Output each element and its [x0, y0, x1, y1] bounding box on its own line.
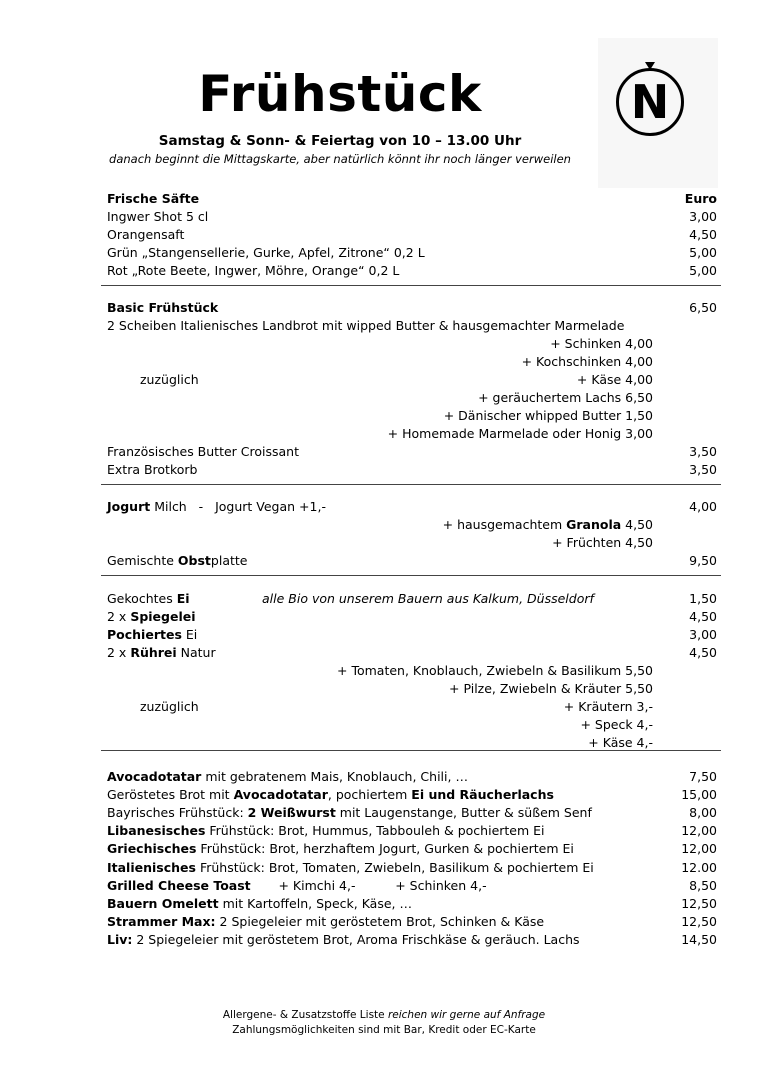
- menu-item: [107, 859, 717, 877]
- menu-item: [107, 226, 717, 244]
- item-price: 12,00: [681, 823, 717, 839]
- extra-row: [107, 716, 717, 734]
- item-name-bold: Jogurt: [107, 499, 151, 514]
- opening-note: danach beginnt die Mittagskarte, aber natürlich könnt ihr noch länger verweilen: [109, 152, 571, 166]
- eier-note: alle Bio von unserem Bauern aus Kalkum, Düsseldorf: [262, 591, 594, 606]
- item-name-bold: 2 Weißwurst: [247, 805, 336, 821]
- item-name: [107, 931, 580, 949]
- item-name: [107, 840, 574, 858]
- menu-item: [107, 461, 717, 479]
- extra-option: + Pilze, Zwiebeln & Kräuter 5,50: [449, 681, 653, 696]
- extra-row: [107, 680, 717, 698]
- item-name: [107, 552, 247, 570]
- extra-row: [107, 407, 717, 425]
- item-name-bold: Obst: [177, 553, 211, 568]
- menu-item: [107, 931, 717, 949]
- item-name: Ingwer Shot 5 cl: [107, 209, 209, 224]
- footer-allergene: [0, 1008, 768, 1023]
- item-name-bold: Avocadotatar: [233, 787, 328, 803]
- item-price: 5,00: [689, 263, 717, 278]
- item-price: 1,50: [689, 591, 717, 606]
- item-name-text: 2 Spiegeleier mit geröstetem Brot, Schinken & Käse: [215, 913, 545, 929]
- item-name: [107, 626, 197, 644]
- divider: [101, 750, 721, 751]
- extra-row: [107, 389, 717, 407]
- item-name-text: Bayrisches Frühstück:: [107, 805, 248, 821]
- footer-italic-text: reichen wir gerne auf Anfrage: [387, 1009, 546, 1021]
- item-name-bold: Pochiertes: [107, 627, 182, 642]
- item-price: 4,50: [689, 227, 717, 242]
- menu-item-description: [107, 317, 717, 335]
- item-name: [107, 644, 216, 662]
- item-name-text: mit Kartoffeln, Speck, Käse, …: [218, 895, 412, 911]
- item-price: 8,00: [689, 805, 717, 821]
- section-heading: Basic Frühstück: [107, 300, 219, 315]
- item-price: 3,00: [689, 209, 717, 224]
- extra-option: + Speck 4,-: [580, 717, 653, 732]
- footer-text: Allergene- & Zusatzstoffe Liste: [222, 1009, 388, 1021]
- saefte-header-row: [107, 190, 717, 208]
- extra-row: [107, 353, 717, 371]
- menu-item: [107, 590, 717, 608]
- extra-row: [107, 425, 717, 443]
- item-name-text: Frühstück: Brot, Tomaten, Zwiebeln, Basilikum & pochiertem Ei: [195, 859, 594, 875]
- extra-row: [107, 534, 717, 552]
- item-name: [107, 768, 468, 786]
- item-name-bold: Italienisches: [107, 859, 196, 875]
- item-price: 3,00: [689, 627, 717, 642]
- section-heading: Frische Säfte: [107, 191, 200, 206]
- item-price: 6,50: [689, 300, 717, 315]
- menu-item: [107, 443, 717, 461]
- item-name-post: Ei: [181, 627, 198, 642]
- menu-item: [107, 244, 717, 262]
- menu-item: [107, 498, 717, 516]
- item-name-bold: Grilled Cheese Toast: [107, 877, 251, 893]
- item-name-text: Frühstück: Brot, Hummus, Tabbouleh & pochiertem Ei: [205, 823, 545, 839]
- item-name: [107, 822, 545, 840]
- item-price: 5,00: [689, 245, 717, 260]
- item-name: [107, 608, 196, 626]
- menu-item: [107, 804, 717, 822]
- item-price: 14,50: [681, 931, 717, 947]
- item-name: [107, 804, 592, 822]
- item-name-bold: Ei: [176, 591, 190, 606]
- item-price: 4,50: [689, 609, 717, 624]
- menu-item: [107, 786, 717, 804]
- extra-post: 4,50: [621, 517, 653, 532]
- divider: [101, 484, 721, 485]
- extra-row: [107, 335, 717, 353]
- extra-option: + Käse 4,-: [588, 735, 653, 750]
- menu-item: [107, 552, 717, 570]
- basic-header-row: [107, 299, 717, 317]
- extra-row: [107, 662, 717, 680]
- item-name-post: platte: [210, 553, 248, 568]
- extra-row: [107, 371, 717, 389]
- menu-item: [107, 913, 717, 931]
- item-price: 8,50: [689, 877, 717, 893]
- extra-option: + Käse 4,00: [576, 372, 653, 387]
- item-name-bold: Griechisches: [107, 841, 197, 857]
- currency-label: Euro: [684, 191, 717, 206]
- item-name-bold: Spiegelei: [130, 609, 196, 624]
- extra-row: [107, 516, 717, 534]
- item-name-text: 2 Spiegeleier mit geröstetem Brot, Aroma Frischkäse & geräuch. Lachs: [132, 931, 580, 947]
- item-name: [107, 498, 326, 516]
- item-name: Grün „Stangensellerie, Gurke, Apfel, Zitrone“ 0,2 L: [107, 245, 425, 260]
- extra-option: + geräuchertem Lachs 6,50: [478, 390, 653, 405]
- menu-item: [107, 208, 717, 226]
- divider: [101, 285, 721, 286]
- item-name-pre: 2 x: [107, 645, 131, 660]
- zuzueglich-label: zuzüglich: [140, 372, 199, 387]
- item-price: 15,00: [681, 787, 717, 803]
- logo-letter: N: [630, 75, 670, 129]
- item-price: 12.00: [681, 859, 717, 875]
- page-title: Frühstück: [198, 65, 482, 123]
- extra-option: + Dänischer whipped Butter 1,50: [443, 408, 653, 423]
- extra-option: + Kräutern 3,-: [563, 699, 653, 714]
- menu-item: [107, 608, 717, 626]
- extra-option: + Homemade Marmelade oder Honig 3,00: [387, 426, 653, 441]
- extra-option: + Kochschinken 4,00: [521, 354, 653, 369]
- item-name: Rot „Rote Beete, Ingwer, Möhre, Orange“ 0,2 L: [107, 263, 400, 278]
- item-price: 4,00: [689, 499, 717, 514]
- item-name: Extra Brotkorb: [107, 462, 198, 477]
- menu-item: [107, 877, 717, 895]
- footer-payment: Zahlungsmöglichkeiten sind mit Bar, Kredit oder EC-Karte: [232, 1024, 536, 1036]
- item-name-text: Geröstetes Brot mit: [107, 787, 234, 803]
- item-name-bold: Libanesisches: [107, 823, 206, 839]
- item-name-text: mit gebratenem Mais, Knoblauch, Chili, …: [201, 769, 468, 784]
- menu-item: [107, 822, 717, 840]
- item-name-text: mit Laugenstange, Butter & süßem Senf: [335, 805, 592, 821]
- menu-item: [107, 895, 717, 913]
- extra-bold: Granola: [566, 517, 622, 532]
- item-description: 2 Scheiben Italienisches Landbrot mit wipped Butter & hausgemachter Marmelade: [107, 318, 625, 333]
- item-name-rest: Milch - Jogurt Vegan +1,-: [150, 499, 326, 514]
- item-name-text: Frühstück: Brot, herzhaftem Jogurt, Gurken & pochiertem Ei: [196, 841, 574, 857]
- item-name: [107, 786, 554, 804]
- item-name-text: + Kimchi 4,- + Schinken 4,-: [250, 877, 487, 893]
- item-name: [107, 859, 594, 877]
- item-name-bold: Strammer Max:: [107, 913, 216, 929]
- item-price: 12,50: [681, 895, 717, 911]
- menu-item: [107, 768, 717, 786]
- item-name: Französisches Butter Croissant: [107, 444, 300, 459]
- item-name-pre: Gemischte: [107, 553, 178, 568]
- item-price: 7,50: [689, 769, 717, 784]
- extra-option: [443, 516, 653, 534]
- divider: [101, 575, 721, 576]
- item-price: 12,50: [681, 913, 717, 929]
- item-name: Orangensaft: [107, 227, 185, 242]
- extra-option: + Früchten 4,50: [552, 535, 653, 550]
- item-price: 3,50: [689, 462, 717, 477]
- menu-item: [107, 644, 717, 662]
- opening-hours: Samstag & Sonn- & Feiertag von 10 – 13.00 Uhr: [158, 133, 522, 149]
- item-name: [107, 913, 544, 931]
- item-price: 12,00: [681, 841, 717, 857]
- menu-item: [107, 840, 717, 858]
- menu-item: [107, 626, 717, 644]
- extra-pre: + hausgemachtem: [442, 517, 567, 532]
- item-name-pre: 2 x: [107, 609, 131, 624]
- menu-item: [107, 262, 717, 280]
- item-name-text: , pochiertem: [327, 787, 412, 803]
- item-name: [107, 877, 487, 895]
- zuzueglich-label: zuzüglich: [140, 699, 199, 714]
- extra-option: + Tomaten, Knoblauch, Zwiebeln & Basilikum 5,50: [337, 663, 653, 678]
- item-name-post: Natur: [176, 645, 216, 660]
- item-name-bold: Liv:: [107, 931, 133, 947]
- item-name: [107, 895, 412, 913]
- extra-row: [107, 698, 717, 716]
- item-price: 4,50: [689, 645, 717, 660]
- item-price: 9,50: [689, 553, 717, 568]
- item-name-bold: Avocadotatar: [107, 769, 202, 784]
- extra-option: + Schinken 4,00: [550, 336, 653, 351]
- item-price: 3,50: [689, 444, 717, 459]
- item-name-bold: Ei und Räucherlachs: [411, 787, 554, 803]
- item-name-bold: Rührei: [130, 645, 177, 660]
- item-name-pre: Gekochtes: [107, 591, 177, 606]
- item-name-bold: Bauern Omelett: [107, 895, 219, 911]
- item-name: [107, 590, 190, 608]
